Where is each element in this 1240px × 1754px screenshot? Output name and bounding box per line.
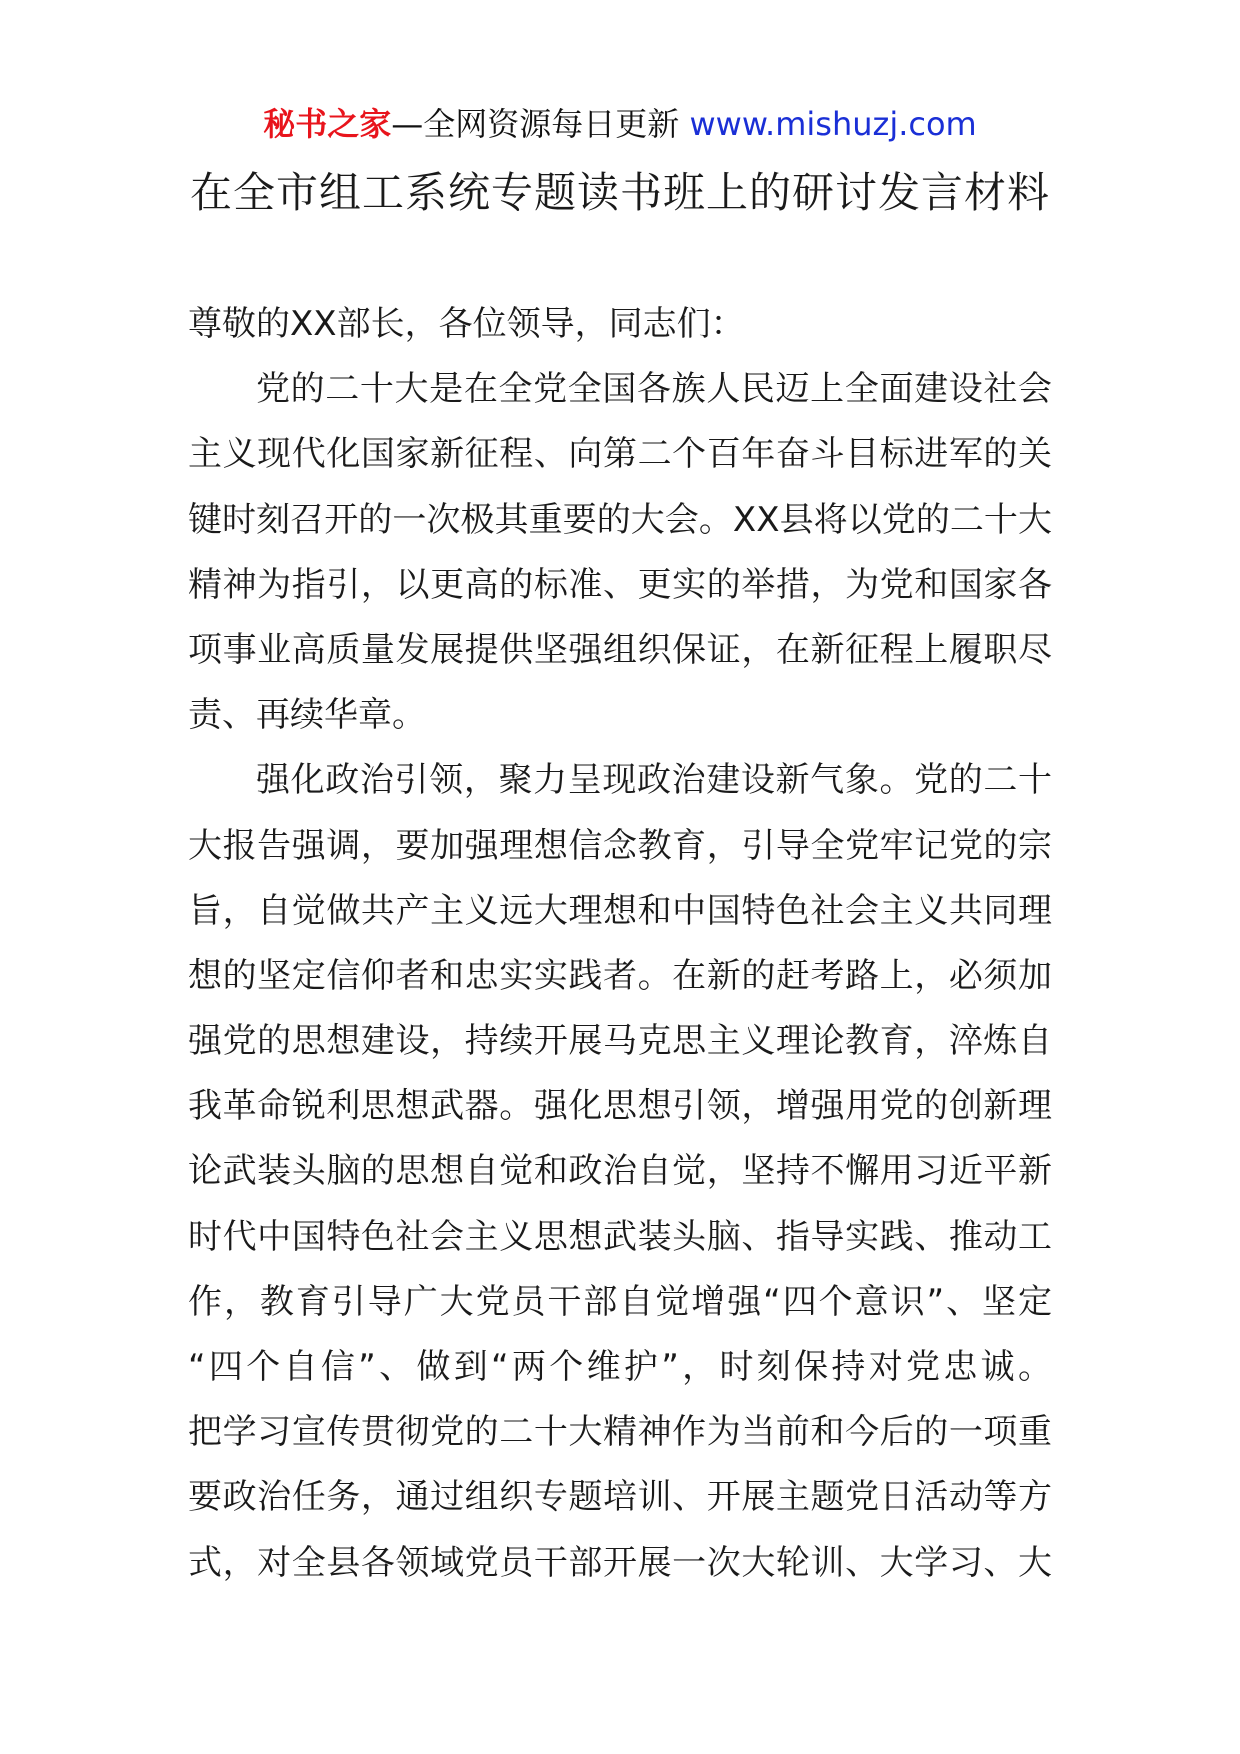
site-tagline: —全网资源每日更新 xyxy=(391,105,690,143)
paragraph-line: 主义现代化国家新征程、向第二个百年奋斗目标进军的关 xyxy=(188,434,1052,475)
paragraph-line: 把学习宣传贯彻党的二十大精神作为当前和今后的一项重 xyxy=(188,1412,1052,1453)
paragraph-line: 党的二十大是在全党全国各族人民迈上全面建设社会 xyxy=(256,369,1052,410)
paragraph-line: 强党的思想建设，持续开展马克思主义理论教育，淬炼自 xyxy=(188,1021,1052,1062)
site-header xyxy=(0,102,1240,146)
paragraph-line: 式，对全县各领域党员干部开展一次大轮训、大学习、大 xyxy=(188,1542,1052,1583)
paragraph-line: 要政治任务，通过组织专题培训、开展主题党日活动等方 xyxy=(188,1477,1052,1518)
document-body xyxy=(188,292,1052,1596)
document-title: 在全市组工系统专题读书班上的研讨发言材料 xyxy=(189,168,1050,217)
paragraph-line: 精神为指引，以更高的标准、更实的举措，为党和国家各 xyxy=(188,564,1052,605)
paragraph-line: 键时刻召开的一次极其重要的大会。XX县将以党的二十大 xyxy=(188,499,1052,540)
paragraph-line: 我革命锐利思想武器。强化思想引领，增强用党的创新理 xyxy=(188,1086,1052,1127)
paragraph-line: 大报告强调，要加强理想信念教育，引导全党牢记党的宗 xyxy=(188,825,1052,866)
site-url-link[interactable]: www.mishuzj.com xyxy=(689,105,977,143)
paragraph-line: 项事业高质量发展提供坚强组织保证，在新征程上履职尽 xyxy=(188,629,1052,670)
paragraph-line: 论武装头脑的思想自觉和政治自觉，坚持不懈用习近平新 xyxy=(188,1151,1052,1192)
paragraph-line: 作，教育引导广大党员干部自觉增强“四个意识”、坚定 xyxy=(188,1281,1052,1322)
paragraph-line: 强化政治引领，聚力呈现政治建设新气象。党的二十 xyxy=(256,760,1052,801)
paragraph-line: 责、再续华章。 xyxy=(188,695,426,736)
site-brand: 秘书之家 xyxy=(263,105,392,143)
paragraph-line: 旨，自觉做共产主义远大理想和中国特色社会主义共同理 xyxy=(188,890,1052,931)
paragraph-line: 时代中国特色社会主义思想武装头脑、指导实践、推动工 xyxy=(188,1216,1052,1257)
paragraph-line: “四个自信”、做到“两个维护”，时刻保持对党忠诚。 xyxy=(188,1347,1052,1387)
paragraph-line: 想的坚定信仰者和忠实实践者。在新的赶考路上，必须加 xyxy=(188,955,1052,996)
salutation-line: 尊敬的XX部长，各位领导，同志们： xyxy=(188,304,745,344)
